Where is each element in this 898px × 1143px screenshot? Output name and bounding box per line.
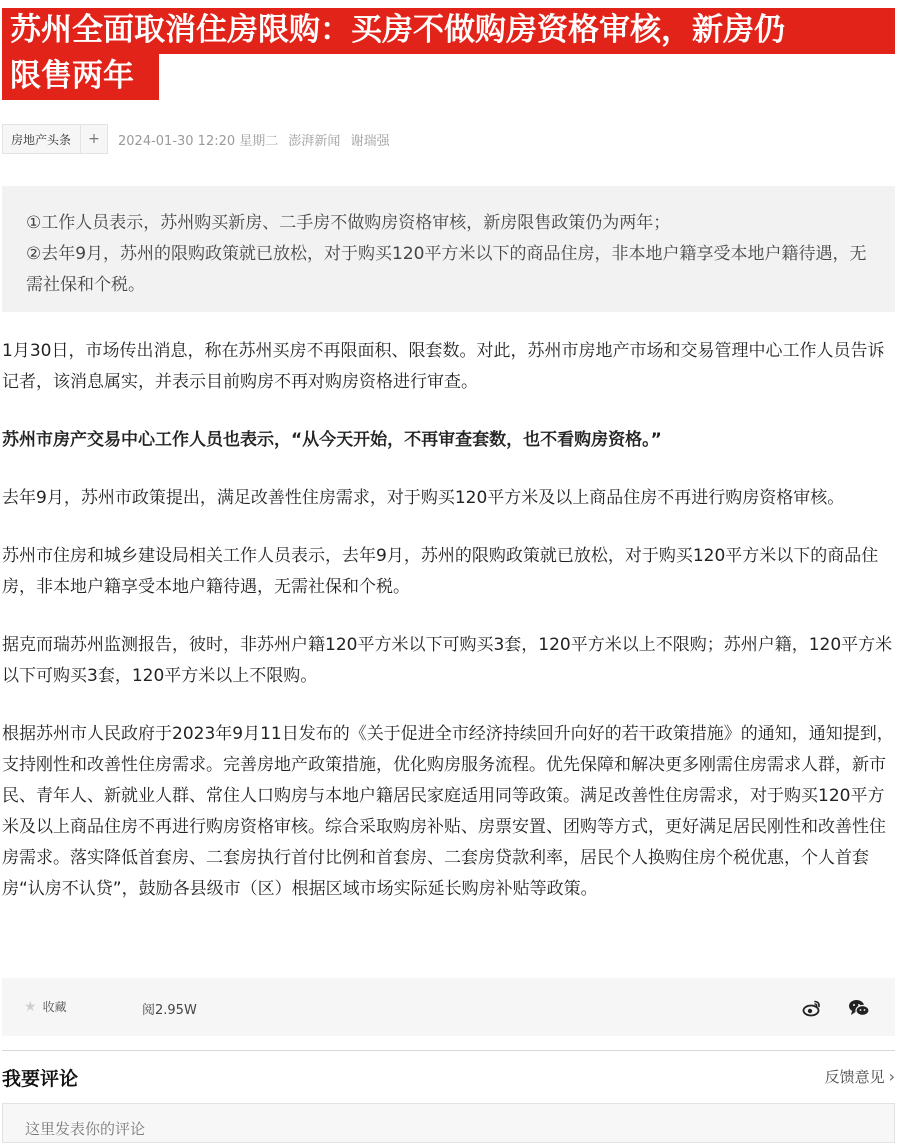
topic-tag-label[interactable]: 房地产头条: [11, 132, 72, 147]
summary-item: ②去年9月，苏州的限购政策就已放松，对于购买120平方米以下的商品住房，非本地户籍享受本地户籍待遇，无需社保和个税。: [26, 244, 867, 295]
collect-label: 收藏: [42, 1000, 67, 1014]
article-paragraph: 1月30日，市场传出消息，称在苏州买房不再限面积、限套数。对此，苏州市房地产市场和交易管理中心工作人员告诉记者，该消息属实，并表示目前购房不再对购房资格进行审查。: [2, 341, 885, 392]
article-paragraph-quote: 苏州市房产交易中心工作人员也表示，“从今天开始，不再审查套数，也不看购房资格。”: [2, 430, 662, 450]
meta-info: [118, 130, 396, 149]
article-paragraph: 据克而瑞苏州监测报告，彼时，非苏州户籍120平方米以下可购买3套，120平方米以上不限购；苏州户籍，120平方米以下可购买3套，120平方米以上不限购。: [2, 635, 893, 686]
publish-datetime: 2024-01-30 12:20 星期二: [118, 134, 279, 149]
summary-item: ①工作人员表示，苏州购买新房、二手房不做购房资格审核，新房限售政策仍为两年；: [26, 213, 671, 233]
comment-input[interactable]: [2, 1103, 895, 1143]
feedback-link[interactable]: [825, 1066, 895, 1087]
article-paragraph: 去年9月，苏州市政策提出，满足改善性住房需求，对于购买120平方米及以上商品住房不再进行购房资格审核。: [2, 488, 845, 508]
wechat-icon: [848, 998, 870, 1018]
star-icon: ★: [24, 998, 37, 1015]
comment-section-title: 我要评论: [2, 1068, 79, 1090]
article-paragraph: 根据苏州市人民政府于2023年9月11日发布的《关于促进全市经济持续回升向好的若干政策措施》的通知，通知提到，支持刚性和改善性住房需求。完善房地产政策措施，优化购房服务流程。优先保障和解决更多刚需住房需求人群，新市民、青年人、新就业人群、常住人口购房与本地户籍居民家庭适用同等政策。满足改善性住房需求，对于购买120平方米及以上商品住房不再进行购房资格审核。综合采取购房补贴、房票安置、团购等方式，更好满足居民刚性和改善性住房需求。落实降低首套房、二套房执行首付比例和首套房、二套房贷款利率，居民个人换购住房个税优惠，个人首套房“认房不认贷”，鼓励各县级市（区）根据区域市场实际延长购房补贴等政策。: [2, 724, 894, 899]
read-count: 阅2.95W: [142, 1003, 197, 1018]
article-paragraph: 苏州市住房和城乡建设局相关工作人员表示，去年9月，苏州的限购政策就已放松，对于购买120平方米以下的商品住房，非本地户籍享受本地户籍待遇，无需社保和个税。: [2, 546, 879, 597]
news-source: 澎湃新闻: [288, 134, 341, 149]
chevron-right-icon: ›: [888, 1067, 895, 1086]
topic-tag[interactable]: [2, 124, 108, 154]
author-name: 谢瑞强: [350, 134, 390, 149]
headline-line-1: 苏州全面取消住房限购：买房不做购房资格审核，新房仍: [2, 8, 895, 54]
article-meta: [2, 124, 895, 156]
follow-tag-button[interactable]: +: [80, 124, 107, 154]
wechat-share-button[interactable]: [848, 998, 870, 1018]
section-divider: [2, 1050, 895, 1051]
article-body: [2, 336, 895, 932]
weibo-icon: [802, 998, 822, 1018]
article-action-bar: [2, 978, 895, 1036]
weibo-share-button[interactable]: [802, 998, 822, 1018]
headline-line-2: 限售两年: [2, 54, 159, 100]
collect-button[interactable]: [24, 998, 67, 1015]
article-summary: [2, 186, 895, 312]
comment-header: [2, 1060, 895, 1094]
feedback-label[interactable]: 反馈意见: [824, 1068, 885, 1086]
article-headline: [2, 8, 895, 100]
